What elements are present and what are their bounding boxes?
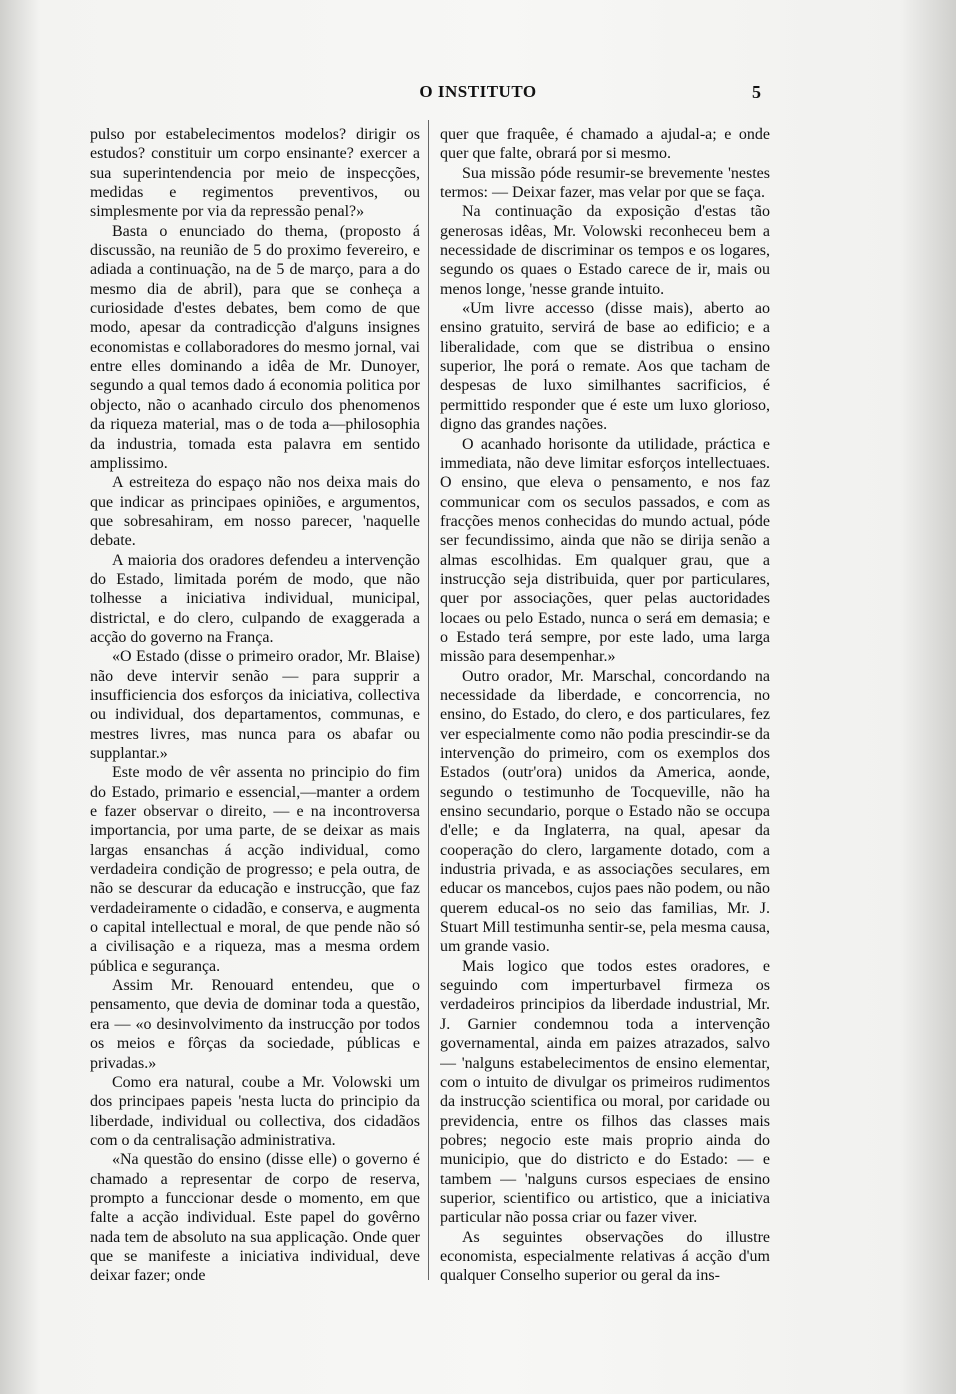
right-column bbox=[440, 125, 770, 1295]
paragraph: Sua missão póde resumir-se brevemente 'nestes termos: — Deixar fazer, mas velar por que se faça. bbox=[440, 164, 770, 202]
paragraph: O acanhado horisonte da utilidade, práctica e immediata, não deve limitar esforços intellectuaes. O ensino, que eleva o pensamento, e nos faz communicar com os seculos passados, e com as fracções menos conhecidas do mundo actual, póde ser fecundissimo, ainda que não se dirija senão a almas escolhidas. Em qualquer grau, que a instrucção seja distribuida, quer por particulares, quer por associações, quer pelas auctoridades locaes ou pelo Estado, nunca o será em demasia; e o Estado terá sempre, por este lado, uma larga missão para desempenhar.» bbox=[440, 435, 770, 666]
paragraph: A estreiteza do espaço não nos deixa mais do que indicar as principaes opiniões, e argumentos, que sobresahiram, em nosso parecer, 'naquelle debate. bbox=[90, 474, 420, 550]
paragraph: Outro orador, Mr. Marschal, concordando na necessidade da liberdade, e concorrencia, no ensino, do Estado, do clero, e dos particulares, fez ver especialmente como não podia prescindir-se da intervenção do primeiro, com os exemplos dos Estados (outr'ora) unidos da America, aonde, segundo o testimunho de Tocqueville, não ha ensino secundario, porque o Estado não se occupa d'elle; e da Inglaterra, na qual, apesar da cooperação do clero, largamente dotado, com a industria privada, e as associações seculares, em educar os mancebos, cujos paes não podem, ou não querem educal-os no seio das familias, Mr. J. Stuart Mill testimunha sentir-se, pela mesma causa, um grande vasio. bbox=[440, 667, 770, 956]
left-column bbox=[90, 125, 420, 1295]
paragraph: quer que fraquêe, é chamado a ajudal-a; e onde quer que falte, obrará por si mesmo. bbox=[440, 126, 770, 163]
page-header bbox=[0, 82, 956, 112]
paragraph: «Um livre accesso (disse mais), aberto ao ensino gratuito, servirá de base ao edificio; e a liberalidade, com que se distribua o ensino superior, lhe porá o remate. Aos que tacham de despesas de luxo similhantes sacrificios, é permittido responder que é este um luxo glorioso, digno das grandes nações. bbox=[440, 300, 770, 434]
paragraph: As seguintes observações do illustre economista, especialmente relativas á acção d'um qualquer Conselho superior ou geral da ins- bbox=[440, 1228, 770, 1285]
paragraph: Este modo de vêr assenta no principio do fim do Estado, primario e essencial,—manter a ordem e fazer observar o direito, — e na incontroversa importancia, por uma parte, de se deixar as mais largas ensanchas á acção individual, como verdadeira condição de progresso; e pela outra, de não se descurar da educação e instrucção, que faz verdadeiramente o cidadão, e conserva, e augmenta o capital intellectual e moral, de que pende não só a civilisação e a riqueza, mas a mesma ordem pública e segurança. bbox=[90, 764, 420, 975]
paragraph: pulso por estabelecimentos modelos? dirigir os estudos? constituir um corpo ensinante? exercer a sua superintendencia por meio de inspecções, medidas e regimentos preventivos, ou simplesmente por via da repressão penal?» bbox=[90, 126, 420, 221]
page-number: 5 bbox=[752, 82, 761, 102]
paragraph: Como era natural, coube a Mr. Volowski um dos principaes papeis 'nesta lucta do principio da liberdade, individual ou collectiva, dos cidadãos com o da centralisação administrativa. bbox=[90, 1073, 420, 1149]
running-title: O INSTITUTO bbox=[419, 82, 537, 101]
paragraph: Mais logico que todos estes oradores, e seguindo com imperturbavel firmeza os verdadeiros principios da liberdade industrial, Mr. J. Garnier condemnou toda a intervenção governamental, ainda em paizes atrazados, salvo — 'nalguns estabelecimentos de ensino elementar, com o intuito de divulgar os primeiros rudimentos da instrucção scientifica ou moral, por caridade ou previdencia, entre os filhos das classes mais pobres; negocio este mais proprio ainda do municipio, que do districto e do Estado: — e tambem — 'nalguns cursos especiaes de ensino superior, scientifico ou artistico, que a iniciativa particular não possa criar ou fazer viver. bbox=[440, 957, 770, 1227]
paragraph: Basta o enunciado do thema, (proposto á discussão, na reunião de 5 do proximo fevereiro, e adiada a continuação, na de 5 de março, para a do mesmo dia de abril), para que se conheça a curiosidade d'estes debates, bem como de que modo, apesar da contradicção d'alguns insignes economistas e collaboradores do mesmo jornal, vai entre elles dominando a idêa de Mr. Dunoyer, segundo a qual temos dado á economia politica por objecto, não o acanhado circulo dos phenomenos da riqueza material, mas o de toda a—philosophia da industria, tomada esta palavra em sentido amplissimo. bbox=[90, 222, 420, 472]
paragraph: «O Estado (disse o primeiro orador, Mr. Blaise) não deve intervir senão — para supprir a insufficiencia dos esforços da iniciativa, collectiva ou individual, dos departamentos, communas, e mestres livres, mas nunca para os abafar ou supplantar.» bbox=[90, 648, 420, 762]
paragraph: A maioria dos oradores defendeu a intervenção do Estado, limitada porém de modo, que não tolhesse a iniciativa individual, municipal, districtal, e do clero, culpando de exaggerada a acção do governo na França. bbox=[90, 551, 420, 646]
paragraph: Na continuação da exposição d'estas tão generosas idêas, Mr. Volowski reconheceu bem a necessidade de discriminar os tempos e os logares, segundo os quaes o Estado carece de ir, mais ou menos longe, 'nesse grande intuito. bbox=[440, 203, 770, 298]
paragraph: Assim Mr. Renouard entendeu, que o pensamento, que devia de dominar toda a questão, era — «o desinvolvimento da instrucção por todos os meios e fôrças da sociedade, públicas e privadas.» bbox=[90, 977, 420, 1072]
paragraph: «Na questão do ensino (disse elle) o governo é chamado a representar de corpo de reserva, prompto a funccionar desde o momento, em que falte a acção individual. Este papel do govêrno nada tem de absoluto na sua applicação. Onde quer que se manifeste a iniciativa individual, deve deixar fazer; onde bbox=[90, 1151, 420, 1285]
column-divider bbox=[428, 120, 429, 1280]
